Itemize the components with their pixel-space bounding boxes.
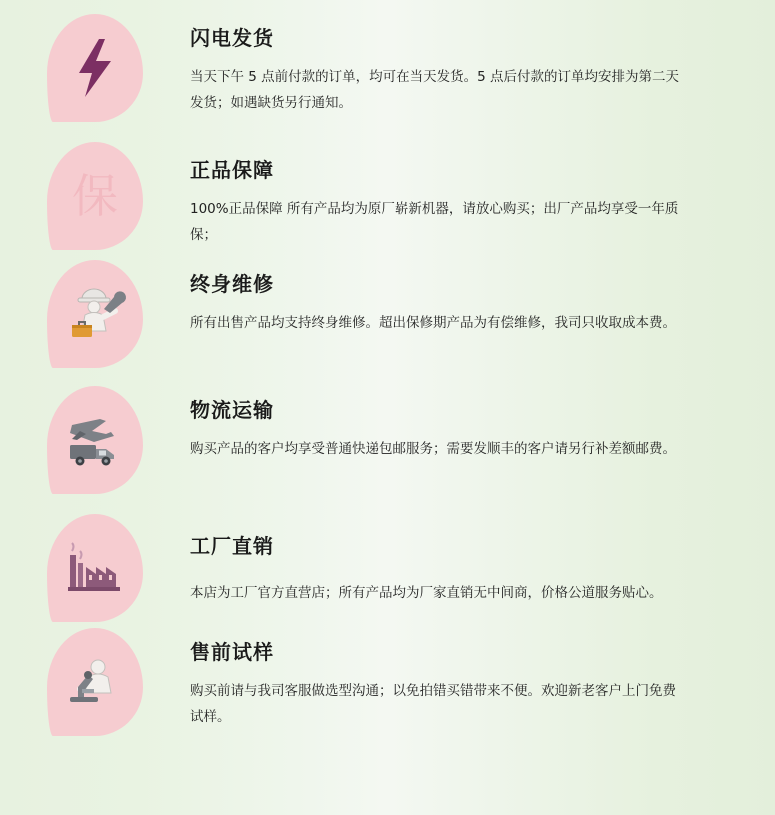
feature-description: 100%正品保障 所有产品均为原厂崭新机器，请放心购买；出厂产品均享受一年质保；: [190, 201, 679, 244]
feature-title: 终身维修: [190, 272, 274, 296]
feature-text: [190, 622, 775, 731]
icon-wrap: [0, 380, 190, 494]
microscope-sample-icon: [47, 628, 143, 736]
icon-wrap: [0, 254, 190, 368]
feature-item-factory: [0, 508, 775, 622]
feature-description: 当天下午 5 点前付款的订单，均可在当天发货。5 点后付款的订单均安排为第二天发货；如遇缺货另行通知。: [190, 69, 680, 112]
feature-description: 所有出售产品均支持终身维修。超出保修期产品为有偿维修，我司只收取成本费。: [190, 315, 676, 331]
feature-item-authenticity: [0, 136, 775, 254]
guarantee-seal-icon: [47, 142, 143, 250]
feature-title: 闪电发货: [190, 26, 274, 50]
repair-worker-icon: [47, 260, 143, 368]
feature-title: 正品保障: [190, 158, 274, 182]
feature-item-repair: [0, 254, 775, 380]
feature-text: [190, 8, 775, 117]
feature-description: 本店为工厂官方直营店；所有产品均为厂家直销无中间商，价格公道服务贴心。: [190, 585, 663, 601]
feature-item-presale-sample: [0, 622, 775, 750]
logistics-truck-plane-icon: [47, 386, 143, 494]
feature-description: 购买前请与我司客服做选型沟通；以免拍错买错带来不便。欢迎新老客户上门免费试样。: [190, 683, 676, 726]
feature-description: 购买产品的客户均享受普通快递包邮服务；需要发顺丰的客户请另行补差额邮费。: [190, 441, 676, 457]
guarantee-glyph: 保: [72, 169, 118, 223]
feature-text: [190, 380, 775, 462]
icon-wrap: [0, 8, 190, 122]
icon-wrap: [0, 508, 190, 622]
feature-text: [190, 254, 775, 336]
icon-wrap: [0, 622, 190, 736]
feature-text: [190, 136, 775, 249]
feature-item-shipping: [0, 8, 775, 136]
factory-icon: [47, 514, 143, 622]
icon-wrap: [0, 136, 190, 250]
feature-title: 工厂直销: [190, 534, 274, 558]
feature-title: 物流运输: [190, 398, 274, 422]
feature-text: [190, 508, 775, 606]
lightning-bolt-icon: [47, 14, 143, 122]
feature-title: 售前试样: [190, 640, 274, 664]
feature-item-logistics: [0, 380, 775, 508]
